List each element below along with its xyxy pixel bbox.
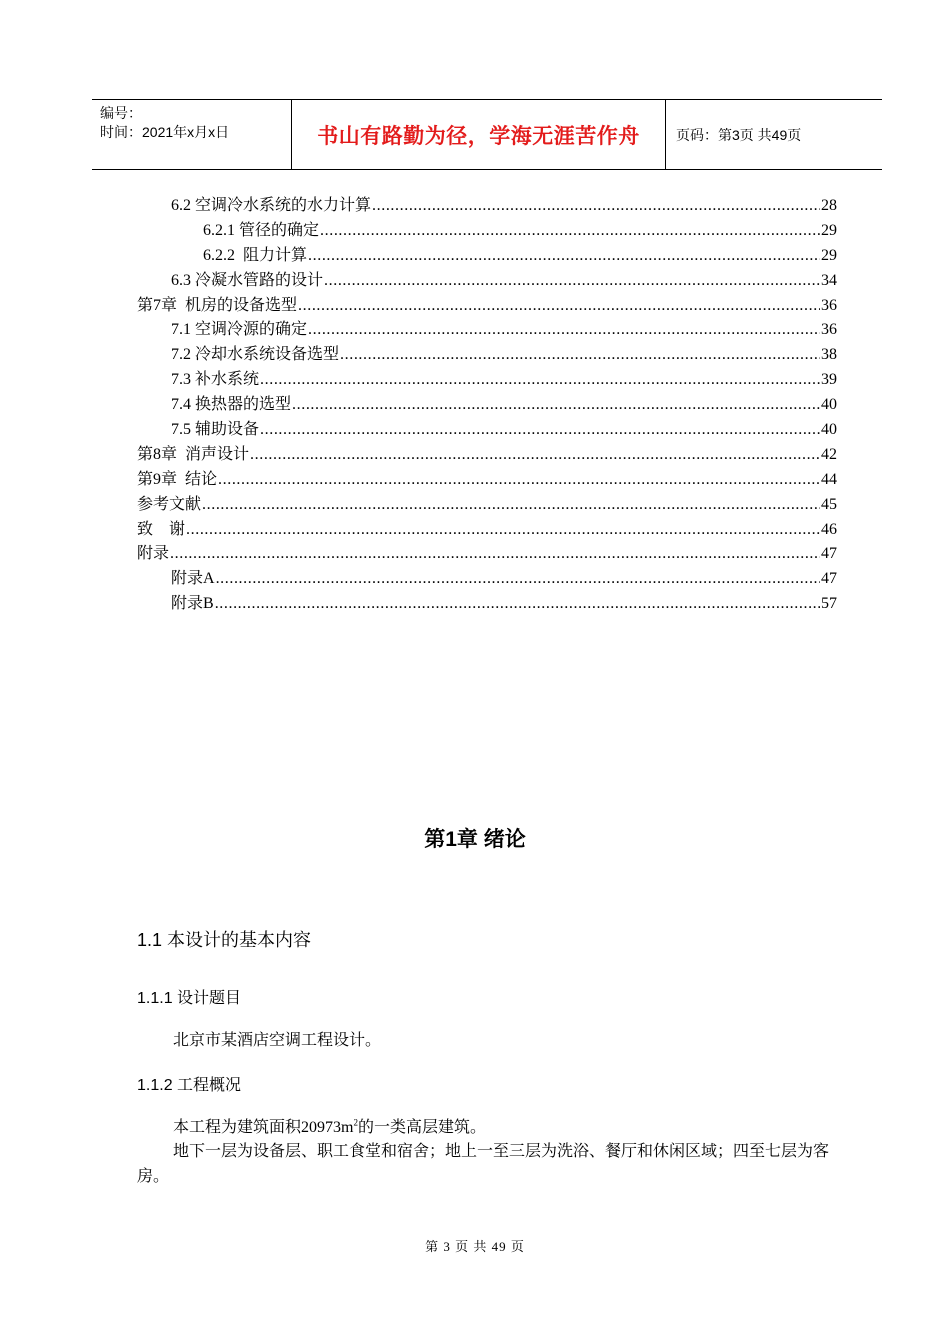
toc-entry-label: 7.1 空调冷源的确定 bbox=[171, 321, 308, 339]
toc-entry-page: 34 bbox=[821, 271, 837, 289]
toc-leader-dots bbox=[250, 443, 820, 468]
section-heading-1-1-1: 1.1.1 设计题目 bbox=[137, 990, 242, 1007]
toc-entry[interactable] bbox=[137, 294, 837, 319]
toc-entry-page: 42 bbox=[821, 445, 837, 463]
page-header bbox=[92, 99, 882, 170]
toc-entry[interactable] bbox=[137, 269, 837, 294]
toc-entry-page: 47 bbox=[821, 545, 837, 563]
toc-entry[interactable] bbox=[137, 592, 837, 617]
toc-entry-label: 第9章 结论 bbox=[137, 470, 218, 488]
toc-leader-dots bbox=[186, 518, 820, 543]
toc-entry-label: 附录 bbox=[137, 545, 170, 563]
toc-entry-label: 6.2 空调冷水系统的水力计算 bbox=[171, 197, 372, 214]
toc-entry-page: 28 bbox=[821, 197, 837, 214]
toc-entry[interactable] bbox=[137, 418, 837, 443]
toc-entry[interactable] bbox=[137, 468, 837, 493]
toc-entry-label: 7.5 辅助设备 bbox=[171, 421, 260, 439]
toc-leader-dots bbox=[298, 294, 820, 319]
toc-entry[interactable] bbox=[137, 542, 837, 567]
toc-leader-dots bbox=[260, 368, 820, 393]
header-time-label: 时间：2021年x月x日 bbox=[100, 124, 230, 140]
toc-entry-label: 6.2.2 阻力计算 bbox=[203, 246, 308, 264]
paragraph-design-title: 北京市某酒店空调工程设计。 bbox=[173, 1032, 382, 1049]
toc-entry-label: 6.3 冷凝水管路的设计 bbox=[171, 271, 324, 289]
toc-entry-page: 46 bbox=[821, 520, 837, 538]
toc-entry[interactable] bbox=[137, 318, 837, 343]
toc-entry-page: 29 bbox=[821, 246, 837, 264]
toc-entry[interactable] bbox=[137, 518, 837, 543]
area-text-before: 本工程为建筑面积20973m bbox=[173, 1119, 354, 1136]
toc-entry-label: 7.4 换热器的选型 bbox=[171, 396, 292, 414]
section-heading-1-1: 1.1 本设计的基本内容 bbox=[137, 930, 312, 950]
toc-entry[interactable] bbox=[137, 493, 837, 518]
toc-leader-dots bbox=[215, 592, 820, 617]
toc-leader-dots bbox=[170, 542, 820, 567]
toc-entry-page: 40 bbox=[821, 396, 837, 414]
page-footer: 第 3 页 共 49 页 bbox=[425, 1239, 525, 1254]
toc-entry[interactable] bbox=[137, 443, 837, 468]
toc-entry[interactable] bbox=[137, 393, 837, 418]
toc-entry-page: 29 bbox=[821, 221, 837, 239]
header-page-label: 页码：第3页 共49页 bbox=[676, 126, 802, 143]
toc-entry-label: 附录B bbox=[171, 595, 214, 613]
toc-entry-label: 附录A bbox=[171, 570, 215, 588]
toc-entry[interactable] bbox=[137, 343, 837, 368]
toc-leader-dots bbox=[218, 468, 820, 493]
toc-leader-dots bbox=[320, 219, 820, 244]
toc-leader-dots bbox=[260, 418, 820, 443]
toc-entry-page: 40 bbox=[821, 421, 837, 439]
paragraph-floors: 地下一层为设备层、职工食堂和宿舍；地上一至三层为洗浴、餐厅和休闲区域；四至七层为客房。 bbox=[137, 1143, 830, 1185]
header-code-label: 编号： bbox=[100, 105, 142, 121]
toc-entry-page: 44 bbox=[821, 470, 837, 488]
toc-entry-label: 第8章 消声设计 bbox=[137, 445, 250, 463]
toc-entry-label: 第7章 机房的设备选型 bbox=[137, 296, 298, 314]
area-text-after: 的一类高层建筑。 bbox=[357, 1119, 486, 1136]
toc-entry[interactable] bbox=[137, 368, 837, 393]
toc-entry-label: 7.3 补水系统 bbox=[171, 371, 260, 389]
toc-leader-dots bbox=[340, 343, 820, 368]
toc-entry-label: 6.2.1 管径的确定 bbox=[203, 221, 320, 239]
toc-entry-label: 7.2 冷却水系统设备选型 bbox=[171, 346, 340, 364]
toc-leader-dots bbox=[202, 493, 820, 518]
toc-entry-page: 39 bbox=[821, 371, 837, 389]
toc-entry-page: 45 bbox=[821, 495, 837, 513]
section-heading-1-1-2: 1.1.2 工程概况 bbox=[137, 1077, 242, 1094]
toc-entry-page: 57 bbox=[821, 595, 837, 613]
toc-leader-dots bbox=[372, 194, 820, 219]
area-superscript: 2 bbox=[353, 1117, 358, 1128]
toc-leader-dots bbox=[216, 567, 820, 592]
paragraph-building-area bbox=[173, 1114, 486, 1137]
header-motto: 书山有路勤为径，学海无涯苦作舟 bbox=[292, 100, 666, 169]
toc-leader-dots bbox=[324, 269, 820, 294]
toc-leader-dots bbox=[308, 318, 820, 343]
toc-entry-label: 参考文献 bbox=[137, 495, 202, 513]
toc-leader-dots bbox=[308, 244, 820, 269]
table-of-contents bbox=[137, 194, 837, 617]
toc-entry-page: 36 bbox=[821, 296, 837, 314]
toc-entry[interactable] bbox=[137, 244, 837, 269]
toc-entry-page: 38 bbox=[821, 346, 837, 364]
header-meta bbox=[92, 100, 292, 169]
toc-entry-label: 致 谢 bbox=[137, 520, 186, 538]
toc-leader-dots bbox=[292, 393, 820, 418]
toc-entry[interactable] bbox=[137, 219, 837, 244]
toc-entry-page: 36 bbox=[821, 321, 837, 339]
toc-entry[interactable] bbox=[137, 194, 837, 219]
chapter-title: 第1章 绪论 bbox=[424, 828, 526, 851]
toc-entry[interactable] bbox=[137, 567, 837, 592]
toc-entry-page: 47 bbox=[821, 570, 837, 588]
